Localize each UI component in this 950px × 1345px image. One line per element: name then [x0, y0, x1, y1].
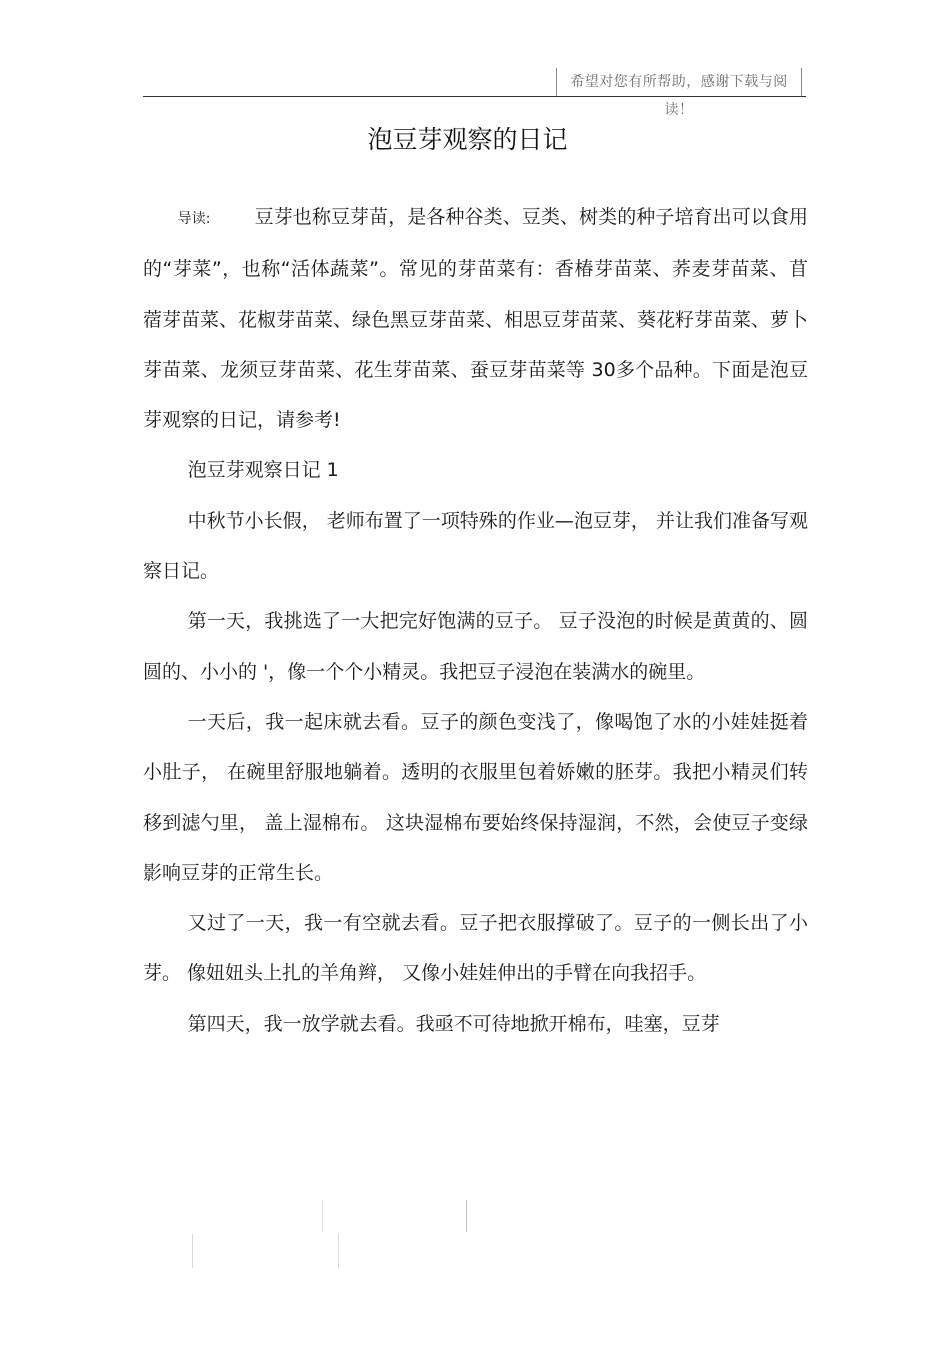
- paragraph-2: 第一天，我挑选了一大把完好饱满的豆子。 豆子没泡的时候是黄黄的、圆圆的、小小的 '，像一个个小精灵。我把豆子浸泡在装满水的碗里。: [143, 610, 808, 683]
- document-body: [143, 192, 808, 1049]
- lead-paragraph: [143, 192, 808, 445]
- section-heading: 泡豆芽观察日记 1: [187, 459, 339, 482]
- footer-artifact-line: [338, 1234, 339, 1268]
- footer-artifact-line: [322, 1200, 323, 1232]
- header-banner: 希望对您有所帮助，感谢下载与阅读！: [556, 68, 802, 96]
- document-title: 泡豆芽观察的日记: [367, 125, 568, 154]
- header-rule: [143, 96, 806, 97]
- footer-artifact-line: [466, 1200, 467, 1232]
- lead-label: 导读:: [177, 211, 211, 227]
- paragraph-5: 第四天，我一放学就去看。我亟不可待地掀开棉布，哇塞，豆芽: [187, 1012, 720, 1035]
- paragraph-4: 又过了一天，我一有空就去看。豆子把衣服撑破了。豆子的一侧长出了小芽。 像妞妞头上扎的羊角辫， 又像小娃娃伸出的手臂在向我招手。: [143, 912, 808, 985]
- footer-artifact-line: [192, 1234, 193, 1268]
- lead-text: 豆芽也称豆芽苗，是各种谷类、豆类、树类的种子培育出可以食用的“芽菜”，也称“活体蔬菜”。常见的芽苗菜有：香椿芽苗菜、荞麦芽苗菜、苜蓿芽苗菜、花椒芽苗菜、绿色黑豆芽苗菜、相思豆芽苗菜、葵花籽芽苗菜、萝卜芽苗菜、龙须豆芽苗菜、花生芽苗菜、蚕豆芽苗菜等 30多个品种。下面是泡豆芽观察的日记，请参考!: [143, 206, 809, 432]
- paragraph-1: 中秋节小长假， 老师布置了一项特殊的作业—泡豆芽， 并让我们准备写观察日记。: [143, 509, 808, 583]
- paragraph-3: 一天后，我一起床就去看。豆子的颜色变浅了，像喝饱了水的小娃娃挺着小肚子， 在碗里舒服地躺着。透明的衣服里包着娇嫩的胚芽。我把小精灵们转移到滤勺里， 盖上湿棉布。 这块湿棉布要始终保持湿润，不然，会使豆子变绿影响豆芽的正常生长。: [143, 710, 808, 884]
